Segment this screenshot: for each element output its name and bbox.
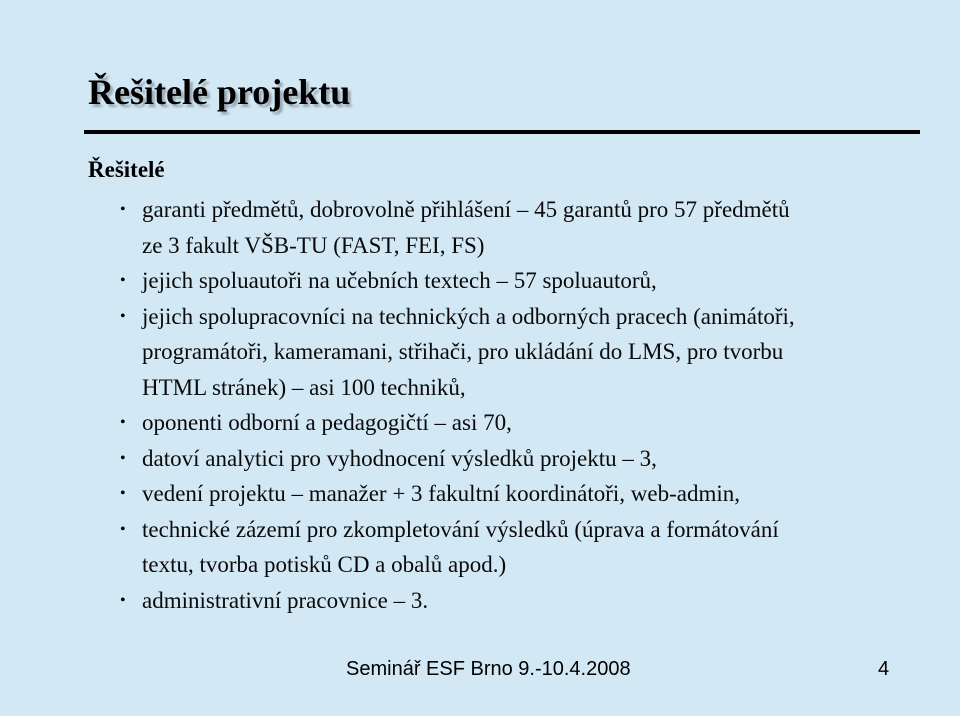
footer-text: Seminář ESF Brno 9.-10.4.2008 (346, 658, 631, 680)
bullet-text: ze 3 fakult VŠB-TU (FAST, FEI, FS) (142, 232, 485, 258)
bullet-icon: • (120, 201, 126, 218)
bullet-icon: • (120, 307, 126, 325)
bullet-item (120, 583, 910, 619)
bullet-icon: • (120, 591, 126, 609)
bullet-list (120, 192, 910, 618)
bullet-item (120, 263, 910, 299)
bullet-text: vedení projektu – manažer + 3 fakultní koordinátoři, web-admin, (142, 481, 741, 506)
bullet-item (120, 441, 910, 477)
bullet-item (120, 512, 910, 583)
bullet-icon: • (120, 414, 126, 431)
bullet-icon: • (120, 449, 126, 467)
title-divider (84, 130, 920, 134)
bullet-text: programátoři, kameramani, střihači, pro ukládání do LMS, pro tvorbu (142, 339, 784, 364)
bullet-icon: • (120, 520, 126, 538)
bullet-icon: • (120, 485, 126, 502)
bullet-text: datoví analytici pro vyhodnocení výsledků projektu – 3, (142, 445, 657, 471)
bullet-text: textu, tvorba potisků CD a obalů apod.) (142, 552, 507, 577)
bullet-item (120, 299, 910, 406)
bullet-text: oponenti odborní a pedagogičtí – asi 70, (142, 410, 512, 435)
page-number: 4 (878, 658, 890, 680)
bullet-item (120, 476, 910, 512)
bullet-text: garanti předmětů, dobrovolně přihlášení – 45 garantů pro 57 předmětů (142, 197, 790, 222)
bullet-icon: • (120, 272, 126, 289)
bullet-item (120, 405, 910, 441)
bullet-text: jejich spoluautoři na učebních textech – 57 spoluautorů, (142, 268, 657, 293)
bullet-item (120, 192, 910, 263)
bullet-text: technické zázemí pro zkompletování výsledků (úprava a formátování (142, 516, 779, 542)
bullet-text: jejich spolupracovníci na technických a odborných pracech (animátoři, (142, 303, 795, 329)
bullet-text: administrativní pracovnice – 3. (142, 587, 429, 613)
section-heading: Řešitelé (88, 157, 165, 182)
bullet-text: HTML stránek) – asi 100 techniků, (142, 374, 466, 400)
slide-title: Řešitelé projektu (88, 72, 351, 112)
